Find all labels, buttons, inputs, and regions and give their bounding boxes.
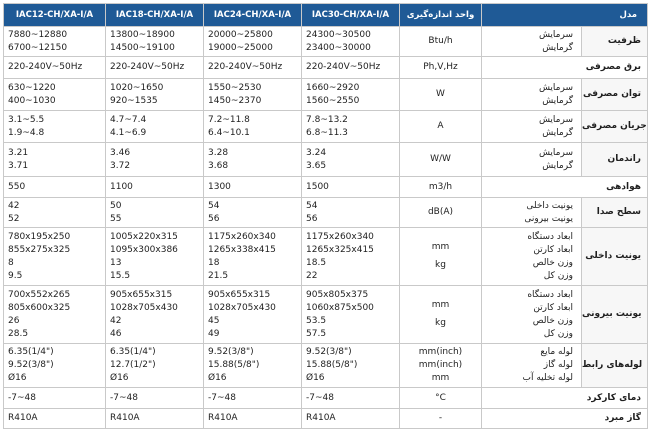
unit-value: mm [431,242,450,252]
cell-value: Ø16 [110,373,129,383]
unit-cell [400,228,482,286]
cell [302,198,400,228]
cell: R410A [204,409,302,429]
sub-label: گرمایش [542,160,573,171]
header-model-4: IAC30-CH/XA-I/A [302,4,400,27]
cell [204,27,302,57]
cell-value: 1450~2370 [208,95,262,106]
cell [302,286,400,344]
cell-value: 4.1~6.9 [110,127,147,138]
sub-label: وزن کل [543,328,573,339]
sub-label: وزن کل [543,270,573,281]
cell: -7~48 [302,388,400,409]
cell-value: 905x655x315 [110,289,173,300]
cell-value: 46 [110,328,122,339]
unit-cell: Ph,V,Hz [400,57,482,79]
unit-cell: W [400,79,482,111]
cell: -7~48 [204,388,302,409]
cell [106,344,204,388]
unit-value: kg [435,260,446,270]
sub-label-cell [482,286,582,344]
cell-value: 3.68 [208,160,229,171]
sub-label-cell [482,143,582,177]
cell-value: 9.5 [8,270,23,281]
sub-label: گرمایش [542,95,573,106]
cell-value: 24300~30500 [306,29,371,40]
row-noise [4,198,648,228]
sub-label: یونیت داخلی [526,200,573,211]
cell-value: 1265x325x415 [306,244,374,255]
sub-label: ابعاد دستگاه [527,231,573,242]
cell-value: 400~1030 [8,95,56,106]
row-label: توان مصرفی [582,79,648,111]
cell-value: 15.88(5/8") [208,360,260,370]
sub-label: ابعاد دستگاه [527,289,573,300]
cell-value: 1028x705x430 [110,302,178,313]
cell: 550 [4,177,106,198]
row-current [4,111,648,143]
cell-value: 49 [208,328,220,339]
cell [302,111,400,143]
cell: 220-240V~50Hz [106,57,204,79]
cell [302,79,400,111]
sub-label-cell [482,198,582,228]
header-model-3: IAC24-CH/XA-I/A [204,4,302,27]
cell-value: 22 [306,270,318,281]
cell-value: 19000~25000 [208,42,273,53]
cell-value: 805x600x325 [8,302,71,313]
cell-value: 1550~2530 [208,82,262,93]
row-outdoor [4,286,648,344]
spec-table-container [3,3,647,429]
cell-value: 905x805x375 [306,289,369,300]
cell [4,143,106,177]
cell-value: 1175x260x340 [208,231,276,242]
cell-value: 23400~30000 [306,42,371,53]
sub-label-cell [482,111,582,143]
cell [204,344,302,388]
cell-value: 1175x260x340 [306,231,374,242]
sub-label: گرمایش [542,42,573,53]
cell-value: 3.21 [8,147,29,158]
row-label: یونیت بیرونی [582,286,648,344]
sub-label: وزن خالص [532,257,573,268]
sub-label: سرمایش [538,82,573,93]
row-label: هوادهی [482,177,648,198]
row-temperature [4,388,648,409]
cell: R410A [4,409,106,429]
cell-value: 3.71 [8,160,29,171]
sub-label: یونیت بیرونی [524,213,573,224]
row-pipes [4,344,648,388]
cell-value: 1028x705x430 [208,302,276,313]
row-refrigerant [4,409,648,429]
cell-value: 26 [8,315,20,326]
cell: 1300 [204,177,302,198]
row-power [4,57,648,79]
cell-value: 780x195x250 [8,231,71,242]
cell: 1100 [106,177,204,198]
cell [204,228,302,286]
sub-label: گرمایش [542,127,573,138]
cell [302,344,400,388]
sub-label: سرمایش [538,29,573,40]
cell-value: 905x655x315 [208,289,271,300]
row-label: برق مصرفی [482,57,648,79]
cell-value: Ø16 [306,373,325,383]
unit-cell: °C [400,388,482,409]
unit-cell: m3/h [400,177,482,198]
cell [302,27,400,57]
sub-label: وزن خالص [532,315,573,326]
cell-value: 21.5 [208,270,229,281]
cell [4,228,106,286]
cell-value: 7.8~13.2 [306,114,348,125]
row-label: دمای کارکرد [482,388,648,409]
cell-value: 920~1535 [110,95,158,106]
cell-value: 6.35(1/4") [110,347,156,357]
cell [106,111,204,143]
cell-value: 3.72 [110,160,131,171]
cell-value: 52 [8,213,20,224]
row-input [4,79,648,111]
header-model-label: مدل [482,4,648,27]
cell-value: 3.1~5.5 [8,114,45,125]
row-label: ظرفیت [582,27,648,57]
cell [106,79,204,111]
row-efficiency [4,143,648,177]
row-label: سطح صدا [582,198,648,228]
sub-label-cell [482,27,582,57]
cell-value: 1.9~4.8 [8,127,45,138]
cell: 220-240V~50Hz [204,57,302,79]
cell: -7~48 [106,388,204,409]
unit-cell: dB(A) [400,198,482,228]
spec-table [3,3,648,429]
cell [204,79,302,111]
cell-value: 855x275x325 [8,244,71,255]
row-capacity [4,27,648,57]
sub-label-cell [482,344,582,388]
row-label: راندمان [582,143,648,177]
cell-value: 1020~1650 [110,82,164,93]
cell-value: 6.35(1/4") [8,347,54,357]
cell-value: 18 [208,257,220,268]
sub-label: سرمایش [538,147,573,158]
row-indoor [4,228,648,286]
cell-value: 630~1220 [8,82,56,93]
unit-cell: A [400,111,482,143]
cell [204,111,302,143]
cell-value: 50 [110,200,122,211]
sub-label: سرمایش [538,114,573,125]
cell-value: 20000~25800 [208,29,273,40]
cell-value: 1005x220x315 [110,231,178,242]
sub-label-cell [482,228,582,286]
cell-value: 7.2~11.8 [208,114,250,125]
cell [4,111,106,143]
cell [204,198,302,228]
sub-label: ابعاد کارتن [533,302,573,313]
row-label: گاز مبرد [482,409,648,429]
cell [106,27,204,57]
cell: 220-240V~50Hz [4,57,106,79]
unit-cell: Btu/h [400,27,482,57]
cell-value: 42 [8,200,20,211]
cell [4,344,106,388]
cell-value: 3.65 [306,160,327,171]
cell-value: Ø16 [8,373,27,383]
cell-value: 9.52(3/8") [208,347,254,357]
row-label: لوله‌های رابط [582,344,648,388]
cell [106,228,204,286]
cell-value: 42 [110,315,122,326]
cell-value: 7880~12880 [8,29,68,40]
cell [4,198,106,228]
cell-value: 1265x338x415 [208,244,276,255]
header-row [4,4,648,27]
unit-cell: W/W [400,143,482,177]
row-label: جریان مصرفی [582,111,648,143]
cell-value: 57.5 [306,328,327,339]
header-model-2: IAC18-CH/XA-I/A [106,4,204,27]
sub-label: لوله تخلیه آب [522,373,573,383]
cell-value: 9.52(3/8") [8,360,54,370]
cell-value: 1095x300x386 [110,244,178,255]
cell-value: 6.8~11.3 [306,127,348,138]
cell [106,143,204,177]
cell-value: 3.28 [208,147,229,158]
cell: R410A [106,409,204,429]
unit-value: kg [435,318,446,328]
header-model-1: IAC12-CH/XA-I/A [4,4,106,27]
sub-label: لوله مایع [540,347,573,357]
cell-value: Ø16 [208,373,227,383]
cell [106,198,204,228]
cell [204,143,302,177]
cell [204,286,302,344]
unit-value: mm(inch) [418,360,463,370]
cell [4,79,106,111]
unit-cell [400,344,482,388]
cell-value: 18.5 [306,257,327,268]
cell-value: 700x552x265 [8,289,71,300]
unit-cell [400,286,482,344]
cell-value: 8 [8,257,14,268]
unit-value: mm(inch) [418,347,463,357]
cell [4,27,106,57]
cell-value: 13800~18900 [110,29,175,40]
cell [106,286,204,344]
cell-value: 56 [208,213,220,224]
cell-value: 12.7(1/2") [110,360,156,370]
cell [302,143,400,177]
cell-value: 56 [306,213,318,224]
cell: 1500 [302,177,400,198]
cell-value: 1060x875x500 [306,302,374,313]
cell-value: 54 [306,200,318,211]
cell-value: 15.5 [110,270,131,281]
cell-value: 3.24 [306,147,327,158]
cell-value: 55 [110,213,122,224]
cell-value: 15.88(5/8") [306,360,358,370]
cell: 220-240V~50Hz [302,57,400,79]
cell-value: 9.52(3/8") [306,347,352,357]
cell-value: 1660~2920 [306,82,360,93]
cell-value: 4.7~7.4 [110,114,147,125]
cell: R410A [302,409,400,429]
sub-label: ابعاد کارتن [533,244,573,255]
sub-label: لوله گاز [543,360,573,370]
cell-value: 3.46 [110,147,131,158]
cell [4,286,106,344]
row-label: یونیت داخلی [582,228,648,286]
cell: -7~48 [4,388,106,409]
cell-value: 53.5 [306,315,327,326]
cell-value: 14500~19100 [110,42,175,53]
cell-value: 54 [208,200,220,211]
cell [302,228,400,286]
header-unit: واحد اندازه‌گیری [400,4,482,27]
cell-value: 1560~2550 [306,95,360,106]
row-airflow [4,177,648,198]
cell-value: 6.4~10.1 [208,127,250,138]
unit-value: mm [431,373,450,383]
cell-value: 45 [208,315,220,326]
unit-cell: - [400,409,482,429]
cell-value: 6700~12150 [8,42,68,53]
cell-value: 28.5 [8,328,29,339]
unit-value: mm [431,300,450,310]
sub-label-cell [482,79,582,111]
cell-value: 13 [110,257,122,268]
